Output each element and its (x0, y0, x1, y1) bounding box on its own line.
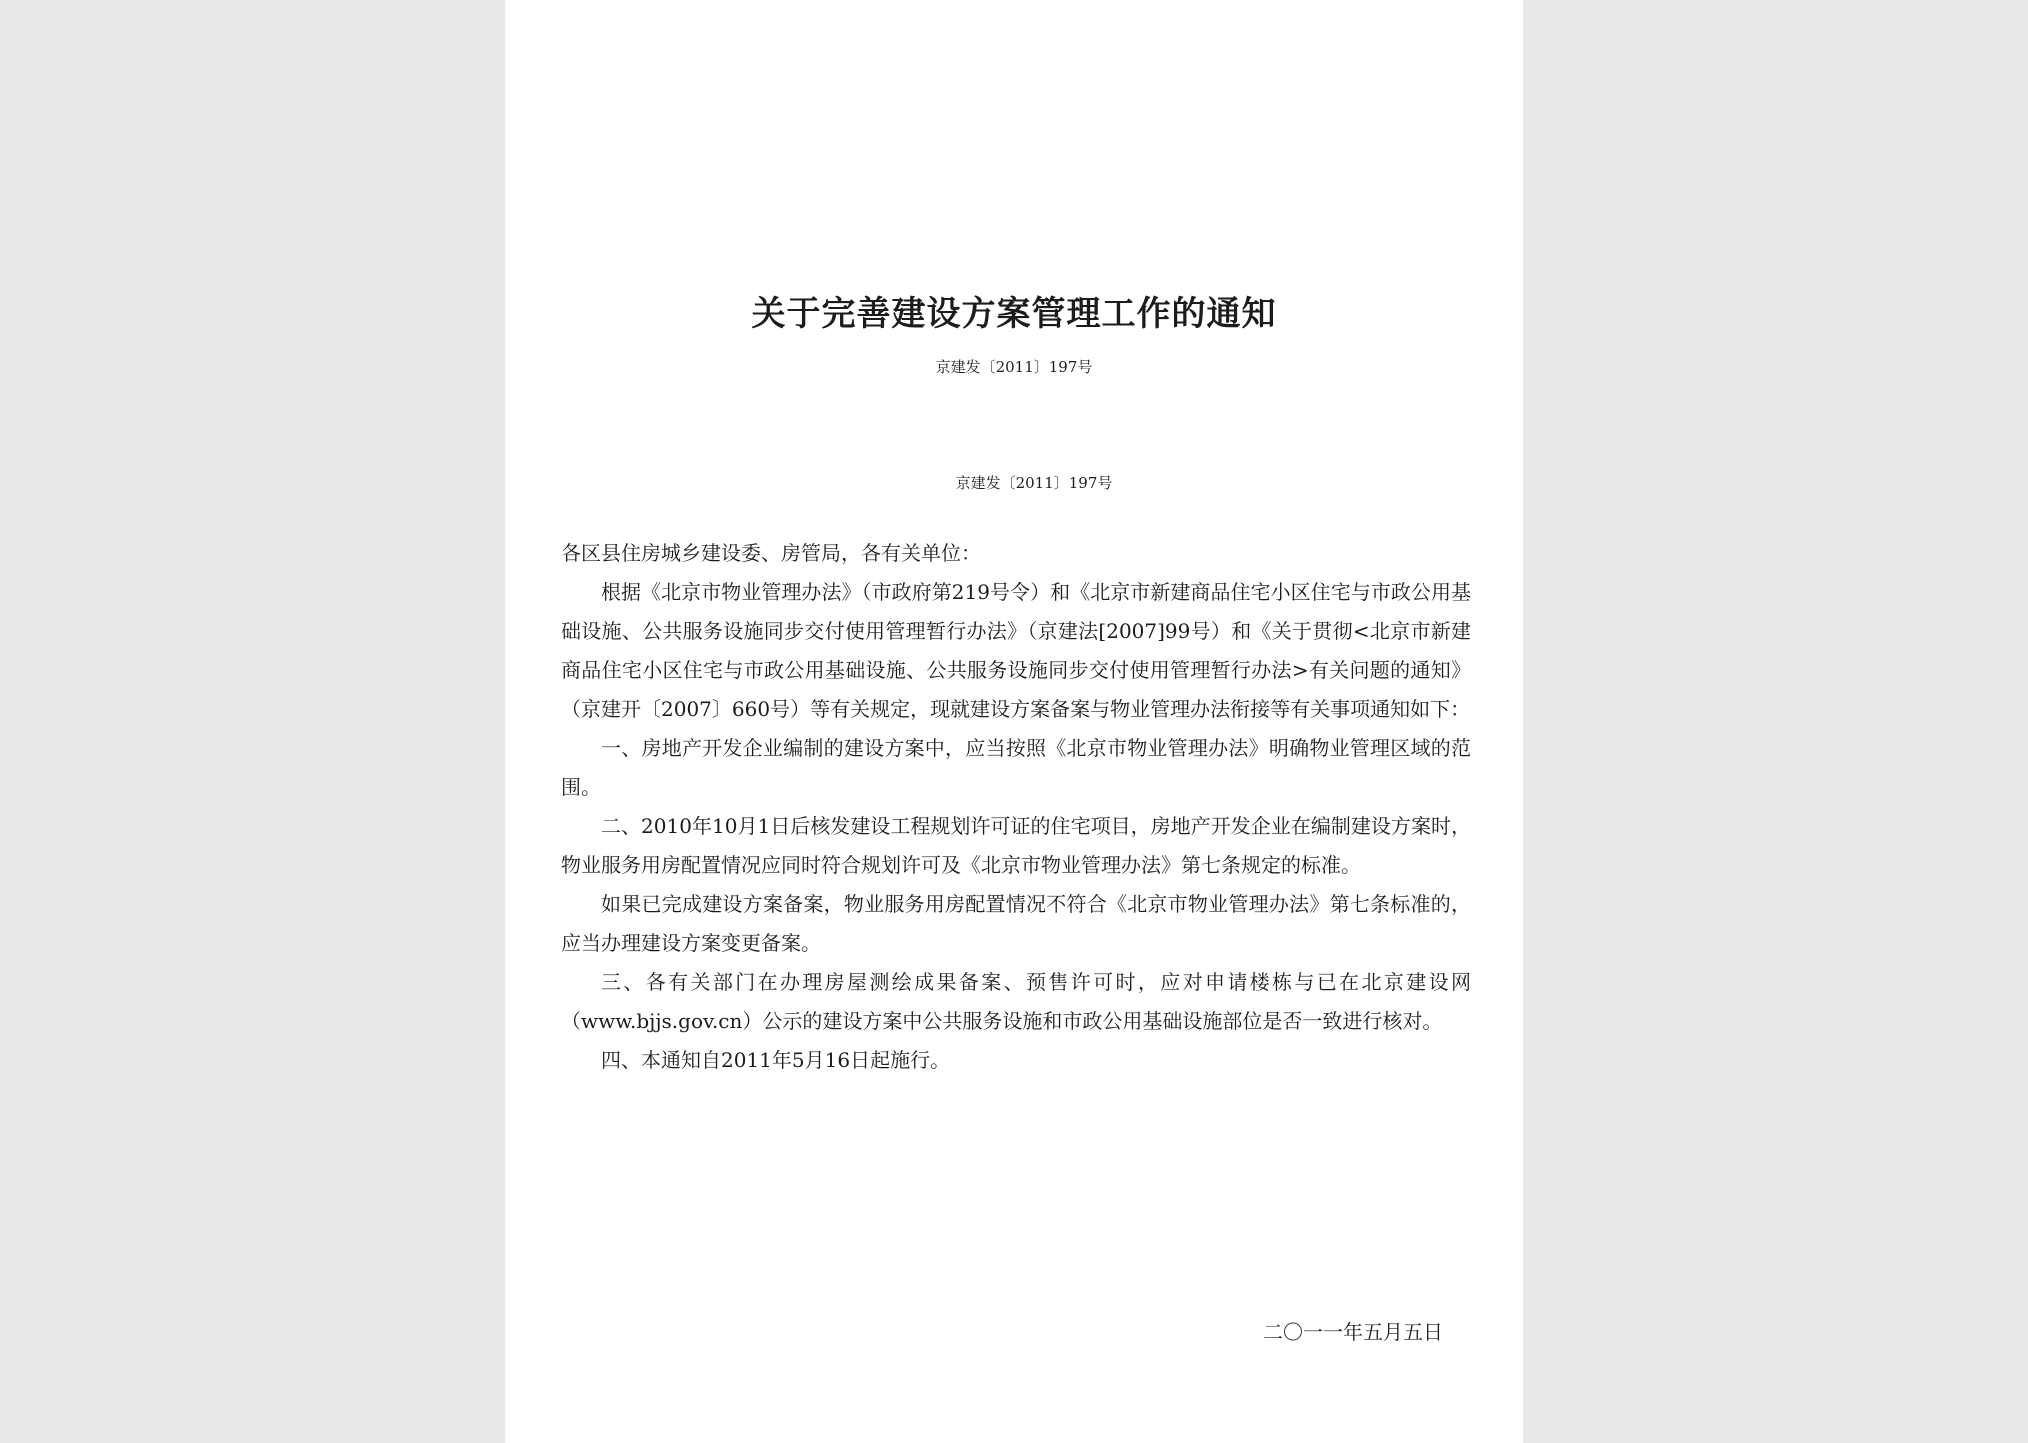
salutation: 各区县住房城乡建设委、房管局，各有关单位： (561, 541, 981, 565)
document-body (561, 534, 1471, 1080)
issue-date: 二〇一一年五月五日 (1263, 1320, 1443, 1344)
paragraph-item-2: 二、2010年10月1日后核发建设工程规划许可证的住宅项目，房地产开发企业在编制建设方案时，物业服务用房配置情况应同时符合规划许可及《北京市物业管理办法》第七条规定的标准。 (561, 814, 1471, 877)
paragraph-item-1: 一、房地产开发企业编制的建设方案中，应当按照《北京市物业管理办法》明确物业管理区域的范围。 (561, 736, 1471, 799)
document-number-body: 京建发〔2011〕197号 (955, 474, 1113, 492)
paragraph-item-3: 三、各有关部门在办理房屋测绘成果备案、预售许可时，应对申请楼栋与已在北京建设网（www.bjjs.gov.cn）公示的建设方案中公共服务设施和市政公用基础设施部位是否一致进行核对。 (561, 970, 1471, 1033)
document-number-header: 京建发〔2011〕197号 (935, 358, 1093, 376)
paragraph-item-2-note: 如果已完成建设方案备案，物业服务用房配置情况不符合《北京市物业管理办法》第七条标准的，应当办理建设方案变更备案。 (561, 892, 1471, 955)
document-title: 关于完善建设方案管理工作的通知 (751, 294, 1277, 334)
paragraph-intro: 根据《北京市物业管理办法》（市政府第219号令）和《北京市新建商品住宅小区住宅与市政公用基础设施、公共服务设施同步交付使用管理暂行办法》（京建法[2007]99号）和《关于贯彻<北京市新建商品住宅小区住宅与市政公用基础设施、公共服务设施同步交付使用管理暂行办法>有关问题的通知》（京建开〔2007〕660号）等有关规定，现就建设方案备案与物业管理办法衔接等有关事项通知如下： (561, 580, 1471, 721)
document-page (505, 0, 1523, 1443)
paragraph-item-4: 四、本通知自2011年5月16日起施行。 (601, 1048, 951, 1072)
